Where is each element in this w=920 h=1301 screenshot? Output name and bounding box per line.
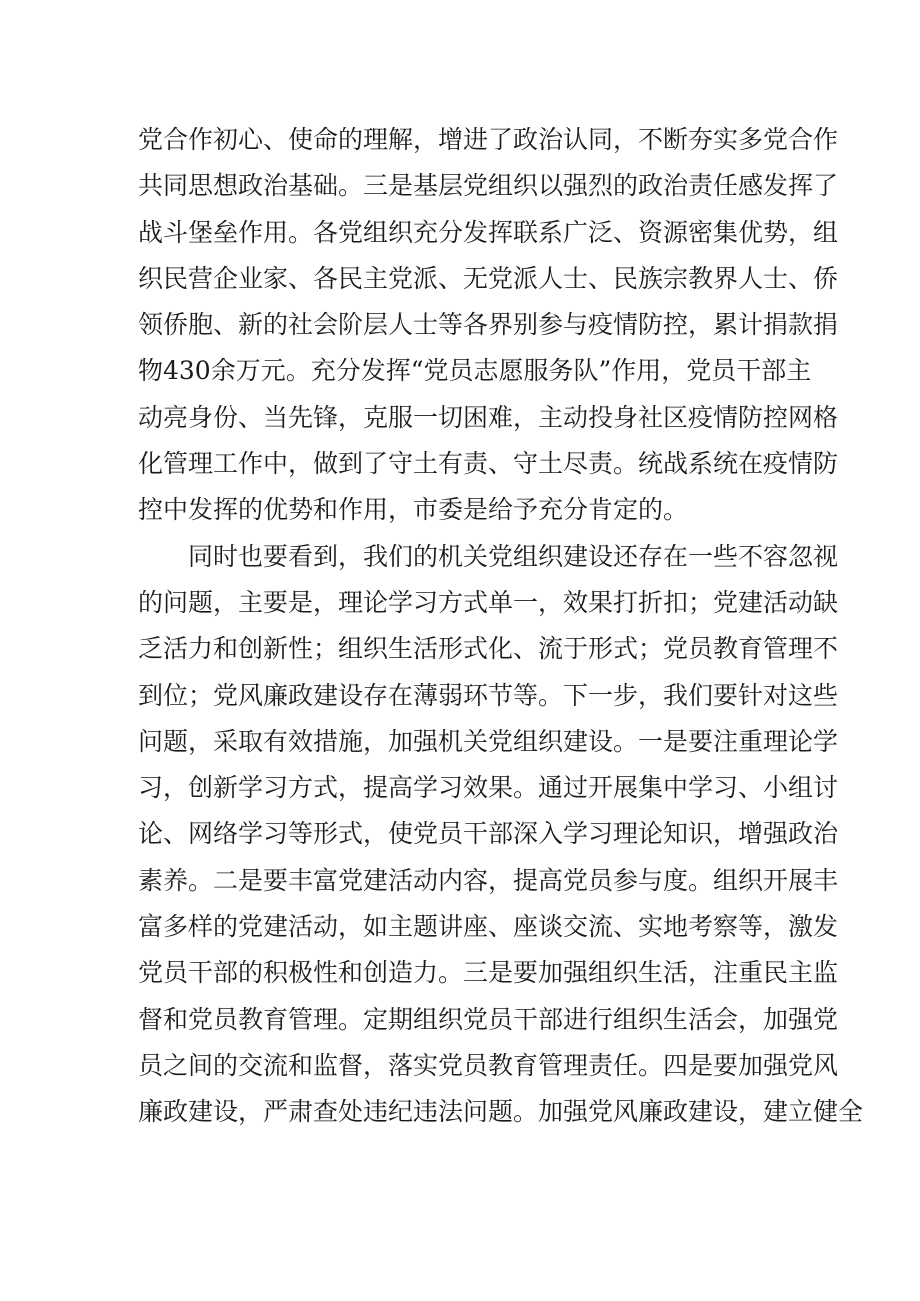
text-line: 素养。二是要丰富党建活动内容，提高党员参与度。组织开展丰	[138, 865, 839, 895]
body-text	[138, 117, 864, 1136]
text-line: 战斗堡垒作用。各党组织充分发挥联系广泛、资源密集优势，组	[138, 217, 839, 247]
text-line: 动亮身份、当先锋，克服一切困难，主动投身社区疫情防控网格	[138, 402, 839, 432]
text-line: 员之间的交流和监督，落实党员教育管理责任。四是要加强党风	[138, 1050, 839, 1080]
text-line: 控中发挥的优势和作用，市委是给予充分肯定的。	[138, 495, 689, 525]
text-line: 习，创新学习方式，提高学习效果。通过开展集中学习、小组讨	[138, 773, 839, 803]
text-line: 共同思想政治基础。三是基层党组织以强烈的政治责任感发挥了	[138, 171, 839, 201]
text-line: 党员干部的积极性和创造力。三是要加强组织生活，注重民主监	[138, 958, 839, 988]
text-line: 富多样的党建活动，如主题讲座、座谈交流、实地考察等，激发	[138, 912, 839, 942]
text-line: 问题，采取有效措施，加强机关党组织建设。一是要注重理论学	[138, 726, 839, 756]
text-line: 化管理工作中，做到了守土有责、守土尽责。统战系统在疫情防	[138, 449, 839, 479]
text-line: 督和党员教育管理。定期组织党员干部进行组织生活会，加强党	[138, 1004, 839, 1034]
text-line: 织民营企业家、各民主党派、无党派人士、民族宗教界人士、侨	[138, 263, 839, 293]
text-line: 的问题，主要是，理论学习方式单一，效果打折扣；党建活动缺	[138, 587, 839, 617]
text-line: 到位；党风廉政建设存在薄弱环节等。下一步，我们要针对这些	[138, 680, 839, 710]
text-line: 廉政建设，严肃查处违纪违法问题。加强党风廉政建设，建立健全	[138, 1097, 864, 1127]
text-line: 乏活力和创新性；组织生活形式化、流于形式；党员教育管理不	[138, 634, 839, 664]
text-line: 同时也要看到，我们的机关党组织建设还存在一些不容忽视	[188, 541, 839, 571]
text-line: 物430余万元。充分发挥“党员志愿服务队”作用，党员干部主	[138, 356, 812, 386]
text-line: 论、网络学习等形式，使党员干部深入学习理论知识，增强政治	[138, 819, 839, 849]
text-line: 领侨胞、新的社会阶层人士等各界别参与疫情防控，累计捐款捐	[138, 310, 839, 340]
paragraph-1	[138, 117, 839, 534]
text-line: 党合作初心、使命的理解，增进了政治认同，不断夯实多党合作	[138, 125, 839, 154]
paragraph-2	[138, 534, 864, 1136]
